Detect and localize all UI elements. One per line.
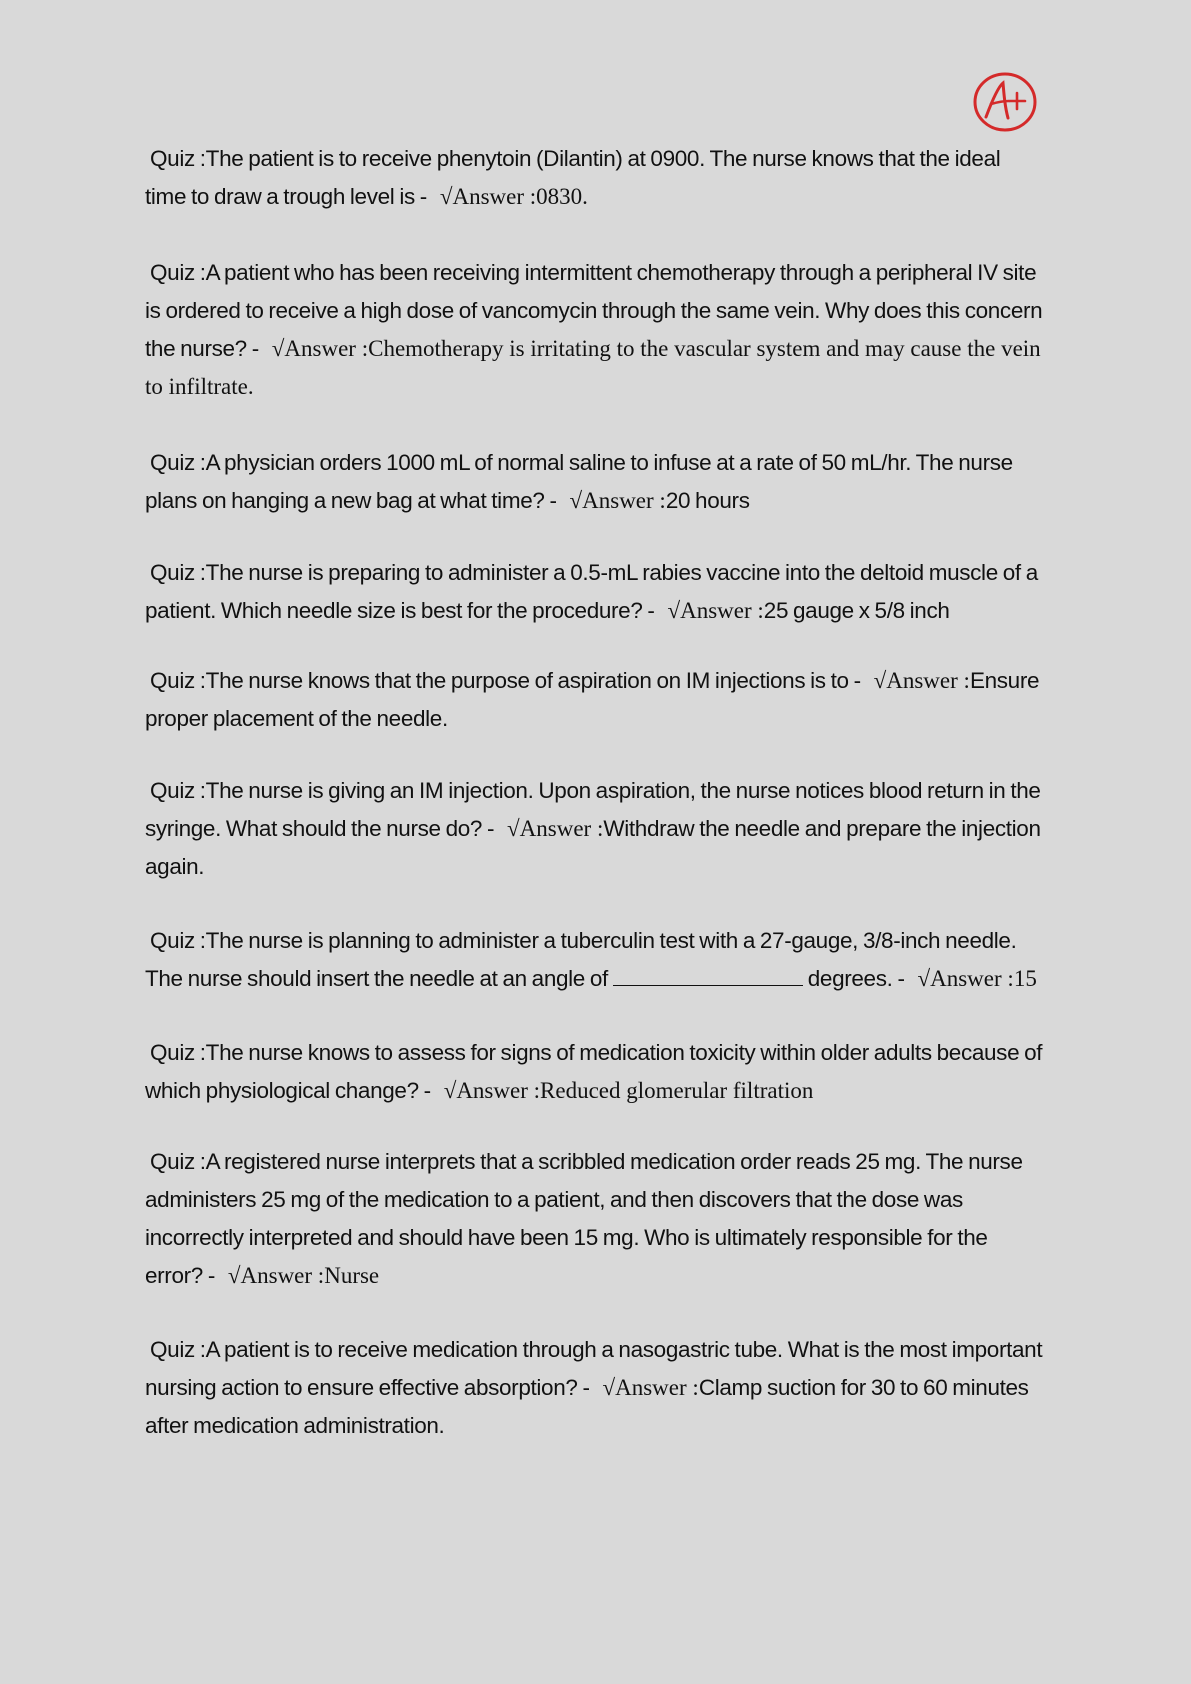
question-text: A patient who has been receiving intermittent chemotherapy through a peripheral IV site is ordered to receive a high dose of vancomycin through the same vein. Why does this concern the nurse? xyxy=(145,260,1043,361)
quiz-label: Quiz : xyxy=(150,260,206,285)
question-text: The nurse is preparing to administer a 0.5-mL rabies vaccine into the deltoid muscle of a patient. Which needle size is best for the procedure? xyxy=(145,560,1038,623)
question-text: The nurse is giving an IM injection. Upon aspiration, the nurse notices blood return in the syringe. What should the nurse do? xyxy=(145,778,1041,841)
question-text-after-blank: degrees. xyxy=(807,966,893,991)
answer-text: Chemotherapy is irritating to the vascular system and may cause the vein to infiltrate. xyxy=(145,336,1041,399)
answer-label: √Answer : xyxy=(507,816,604,841)
quiz-label: Quiz : xyxy=(150,778,206,803)
quiz-label: Quiz : xyxy=(150,560,206,585)
answer-text: 20 hours xyxy=(665,488,750,513)
question-text: A registered nurse interprets that a scribbled medication order reads 25 mg. The nurse administers 25 mg of the medication to a patient, and then discovers that the dose was incorrectly interpreted and should have been 15 mg. Who is ultimately responsible for the error? xyxy=(145,1149,1023,1288)
answer-label: √Answer : xyxy=(271,336,369,361)
answer-text: 0830. xyxy=(536,184,588,209)
answer-text: Reduced glomerular filtration xyxy=(540,1078,814,1103)
separator: - xyxy=(897,966,905,991)
answer-blank xyxy=(613,967,803,986)
question-text: The nurse is planning to administer a tuberculin test with a 27-gauge, 3/8-inch needle. The nurse should insert the needle at an angle of xyxy=(145,928,1017,991)
quiz-item xyxy=(145,1034,1045,1110)
quiz-label: Quiz : xyxy=(150,928,206,953)
answer-label: √Answer : xyxy=(569,488,666,513)
separator: - xyxy=(423,1078,431,1103)
answer-label: √Answer : xyxy=(873,668,970,693)
answer-label: √Answer : xyxy=(667,598,764,623)
quiz-label: Quiz : xyxy=(150,668,206,693)
grade-stamp-icon xyxy=(972,71,1038,133)
answer-text: Nurse xyxy=(324,1263,380,1288)
separator: - xyxy=(486,816,495,841)
question-text: A patient is to receive medication through a nasogastric tube. What is the most important nursing action to ensure effective absorption? xyxy=(145,1337,1043,1400)
answer-label: √Answer : xyxy=(917,966,1014,991)
quiz-item xyxy=(145,1143,1045,1295)
quiz-item xyxy=(145,140,1045,216)
answer-text: 25 gauge x 5/8 inch xyxy=(763,598,950,623)
question-text: The nurse knows to assess for signs of medication toxicity within older adults because of which physiological change? xyxy=(145,1040,1043,1103)
separator: - xyxy=(419,184,427,209)
answer-text: Ensure proper placement of the needle. xyxy=(145,668,1040,731)
quiz-item xyxy=(145,444,1045,520)
quiz-label: Quiz : xyxy=(150,450,206,475)
quiz-item xyxy=(145,662,1045,738)
answer-text: Withdraw the needle and prepare the injection again. xyxy=(145,816,1041,879)
quiz-label: Quiz : xyxy=(150,1337,206,1362)
quiz-label: Quiz : xyxy=(150,1149,206,1174)
separator: - xyxy=(853,668,861,693)
quiz-label: Quiz : xyxy=(150,1040,206,1065)
separator: - xyxy=(549,488,557,513)
quiz-item xyxy=(145,772,1045,886)
question-text: The patient is to receive phenytoin (Dilantin) at 0900. The nurse knows that the ideal time to draw a trough level is xyxy=(145,146,1001,209)
answer-label: √Answer : xyxy=(439,184,537,209)
answer-label: √Answer : xyxy=(443,1078,541,1103)
quiz-label: Quiz : xyxy=(150,146,206,171)
answer-label: √Answer : xyxy=(602,1375,699,1400)
question-text: A physician orders 1000 mL of normal saline to infuse at a rate of 50 mL/hr. The nurse plans on hanging a new bag at what time? xyxy=(145,450,1013,513)
separator: - xyxy=(251,336,259,361)
separator: - xyxy=(647,598,655,623)
quiz-item xyxy=(145,554,1045,630)
quiz-item xyxy=(145,1331,1045,1445)
answer-text: 15 xyxy=(1013,966,1037,991)
quiz-item xyxy=(145,254,1045,406)
answer-text: Clamp suction for 30 to 60 minutes after medication administration. xyxy=(145,1375,1029,1438)
quiz-content xyxy=(145,140,1045,1445)
question-text: The nurse knows that the purpose of aspiration on IM injections is to xyxy=(205,668,849,693)
separator: - xyxy=(582,1375,590,1400)
answer-label: √Answer : xyxy=(227,1263,325,1288)
separator: - xyxy=(207,1263,215,1288)
quiz-item xyxy=(145,922,1045,998)
